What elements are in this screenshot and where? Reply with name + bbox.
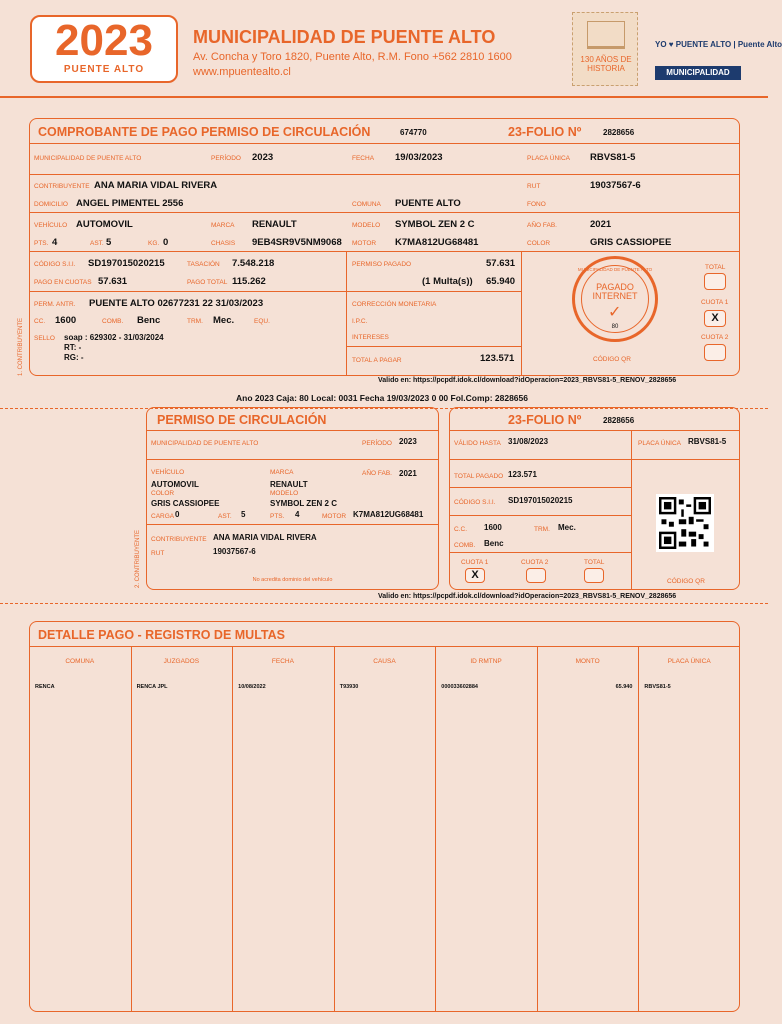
seal-label: SELLO bbox=[34, 335, 55, 342]
kg-value: 0 bbox=[163, 237, 169, 248]
totalb-checkbox[interactable] bbox=[584, 568, 604, 583]
year-text: 2023 bbox=[55, 16, 153, 65]
permit-brand-label: MARCA bbox=[270, 469, 294, 476]
column-divider bbox=[435, 646, 436, 1012]
model-value: SYMBOL ZEN 2 C bbox=[395, 219, 475, 230]
total-to-pay-label: TOTAL A PAGAR bbox=[352, 357, 402, 364]
total-paid-label: TOTAL PAGADO bbox=[454, 473, 504, 480]
date-value: 19/03/2023 bbox=[395, 152, 443, 163]
correction-label: CORRECCIÓN MONETARIA bbox=[352, 301, 437, 308]
cut-line-2 bbox=[0, 603, 768, 604]
permit-year-value: 2021 bbox=[399, 469, 417, 478]
anniversary-text: 130 AÑOS DE HISTORIA bbox=[580, 55, 632, 73]
soap-value: soap : 629302 - 31/03/2024 bbox=[64, 333, 164, 342]
permit-vehicle-value: AUTOMOVIL bbox=[151, 480, 199, 489]
fuel-value: Benc bbox=[137, 315, 161, 326]
divider bbox=[449, 515, 631, 516]
stamp-number: 80 bbox=[611, 324, 619, 330]
qr2-label: CÓDIGO QR bbox=[667, 578, 705, 585]
permit-contributor-value: ANA MARIA VIDAL RIVERA bbox=[213, 533, 317, 542]
column-header: CAUSA bbox=[373, 658, 396, 665]
address-label: DOMICILIO bbox=[34, 201, 68, 208]
prev-permit-value: PUENTE ALTO 02677231 22 31/03/2023 bbox=[89, 298, 264, 309]
permit-model-label: MODELO bbox=[270, 490, 299, 497]
divider bbox=[449, 552, 631, 553]
interest-label: INTERESES bbox=[352, 334, 389, 341]
rut-value: 19037567-6 bbox=[590, 180, 641, 191]
phone-label: FONO bbox=[527, 201, 546, 208]
total-to-pay-value: 123.571 bbox=[480, 353, 515, 364]
model-label: MODELO bbox=[352, 222, 381, 229]
column-header: MONTO bbox=[575, 658, 600, 665]
divider bbox=[29, 646, 740, 647]
divider bbox=[521, 251, 522, 376]
plate-label: PLACA ÚNICA bbox=[527, 155, 570, 162]
fine-cell: 10/08/2022 bbox=[238, 684, 266, 690]
cuota2-label: CUOTA 2 bbox=[701, 334, 729, 341]
folio-label: 23-FOLIO Nº bbox=[508, 125, 582, 139]
permit-rut-label: RUT bbox=[151, 550, 165, 557]
permit-paid-label: PERMISO PAGADO bbox=[352, 261, 412, 268]
column-divider bbox=[232, 646, 233, 1012]
divider bbox=[346, 346, 521, 347]
total-pay-value: 115.262 bbox=[232, 276, 266, 287]
total-paid-value: 123.571 bbox=[508, 470, 537, 479]
validation-url-1: Valido en: https://pcpdf.idok.cl/download?idOperacion=2023_RBVS81-5_RENOV_2828656 bbox=[378, 377, 677, 384]
column-header: PLACA ÚNICA bbox=[667, 658, 711, 665]
divider bbox=[449, 459, 740, 460]
permit-ast-label: AST. bbox=[218, 513, 232, 520]
stamp-main-text: PAGADO INTERNET bbox=[592, 282, 638, 301]
fines-value: 65.940 bbox=[486, 276, 516, 287]
divider bbox=[346, 251, 347, 376]
color-label: COLOR bbox=[527, 240, 551, 247]
qr-label: CÓDIGO QR bbox=[593, 356, 631, 363]
ast-label: AST. bbox=[90, 240, 104, 247]
cuota1b-checkbox[interactable]: X bbox=[465, 568, 485, 583]
permit-brand-value: RENAULT bbox=[270, 480, 308, 489]
total-pay-label: PAGO TOTAL bbox=[187, 279, 228, 286]
valid-until-label: VÁLIDO HASTA bbox=[454, 440, 501, 447]
fuel-label: COMB. bbox=[102, 318, 124, 325]
cuota1b-label: CUOTA 1 bbox=[461, 559, 489, 566]
column-divider bbox=[638, 646, 639, 1012]
permit-load-label: CARGA bbox=[151, 513, 175, 520]
cc2-label: C.C. bbox=[454, 526, 467, 533]
permit-year-label: AÑO FAB. bbox=[362, 470, 392, 477]
cuota2b-label: CUOTA 2 bbox=[521, 559, 549, 566]
comuna-label: COMUNA bbox=[352, 201, 381, 208]
total-checkbox[interactable] bbox=[704, 273, 726, 290]
permit-ast-value: 5 bbox=[241, 510, 246, 519]
divider bbox=[631, 430, 632, 459]
column-header: COMUNA bbox=[65, 658, 95, 665]
comb2-label: COMB. bbox=[454, 542, 476, 549]
permit-rut-value: 19037567-6 bbox=[213, 547, 256, 556]
receipt-title: COMPROBANTE DE PAGO PERMISO DE CIRCULACIÓN bbox=[38, 125, 371, 139]
year-fab-value: 2021 bbox=[590, 219, 612, 230]
municipalidad-badge: MUNICIPALIDAD bbox=[655, 66, 741, 80]
chassis-label: CHASIS bbox=[211, 240, 236, 247]
permit-motor-label: MOTOR bbox=[322, 513, 347, 520]
chassis-value: 9EB4SR9V5NM9068 bbox=[252, 237, 342, 248]
cuota2b-checkbox[interactable] bbox=[526, 568, 546, 583]
permit-motor-value: K7MA812UG68481 bbox=[353, 510, 424, 519]
cc-label: CC. bbox=[34, 318, 46, 325]
sii-code-value: SD197015020215 bbox=[88, 258, 165, 269]
permit-model-value: SYMBOL ZEN 2 C bbox=[270, 499, 337, 508]
motor-label: MOTOR bbox=[352, 240, 377, 247]
divider bbox=[29, 143, 740, 144]
year-fab-label: AÑO FAB. bbox=[527, 222, 557, 229]
plate2-label: PLACA ÚNICA bbox=[638, 440, 681, 447]
contributor-value: ANA MARIA VIDAL RIVERA bbox=[94, 180, 218, 191]
municipality-name: MUNICIPALIDAD DE PUENTE ALTO bbox=[193, 27, 496, 47]
trm2-label: TRM. bbox=[534, 526, 550, 533]
fine-cell: 000033602884 bbox=[441, 684, 478, 690]
plate-value: RBVS81-5 bbox=[590, 152, 636, 163]
header-divider bbox=[0, 96, 768, 98]
plate2-value: RBVS81-5 bbox=[688, 437, 727, 446]
sii2-value: SD197015020215 bbox=[508, 496, 573, 505]
column-header: JUZGADOS bbox=[163, 658, 200, 665]
comb2-value: Benc bbox=[484, 539, 504, 548]
permit-color-value: GRIS CASSIOPEE bbox=[151, 499, 220, 508]
kg-label: KG. bbox=[148, 240, 160, 247]
yo-puente-alto-logo: YO ♥ PUENTE ALTO | Puente Alto bbox=[655, 40, 782, 49]
paid-internet-stamp bbox=[572, 256, 658, 342]
column-divider bbox=[131, 646, 132, 1012]
fine-cell: RENCA JPL bbox=[136, 684, 168, 690]
vehicle-value: AUTOMOVIL bbox=[76, 219, 133, 230]
permit-paid-value: 57.631 bbox=[486, 258, 516, 269]
anniversary-seal bbox=[572, 12, 638, 86]
fine-cell: 65.940 bbox=[615, 684, 633, 690]
totalb-label: TOTAL bbox=[584, 559, 605, 566]
contributor-side-label: 1. CONTRIBUYENTE bbox=[18, 317, 24, 376]
validation-url-2: Valido en: https://pcpdf.idok.cl/download?idOperacion=2023_RBVS81-5_RENOV_2828656 bbox=[378, 593, 677, 600]
ipc-label: I.P.C. bbox=[352, 318, 368, 325]
divider bbox=[29, 251, 740, 252]
fines-detail-section bbox=[29, 621, 740, 1012]
ast-value: 5 bbox=[106, 237, 112, 248]
appraisal-label: TASACIÓN bbox=[187, 261, 220, 268]
cc-value: 1600 bbox=[55, 315, 77, 326]
fine-cell: T93930 bbox=[339, 684, 359, 690]
appraisal-value: 7.548.218 bbox=[232, 258, 275, 269]
permit-vehicle-label: VEHÍCULO bbox=[151, 469, 185, 476]
cuota2-checkbox[interactable] bbox=[704, 344, 726, 361]
cc2-value: 1600 bbox=[484, 523, 502, 532]
folio2-label: 23-FOLIO Nº bbox=[508, 413, 582, 427]
permit-load-value: 0 bbox=[175, 510, 180, 519]
municipality-label: MUNICIPALIDAD DE PUENTE ALTO bbox=[34, 155, 142, 162]
trm2-value: Mec. bbox=[558, 523, 576, 532]
year-subtitle: PUENTE ALTO bbox=[63, 64, 145, 75]
column-header: ID RMTNP bbox=[470, 658, 502, 665]
column-divider bbox=[334, 646, 335, 1012]
brand-label: MARCA bbox=[211, 222, 235, 229]
checkmark-icon: ✓ bbox=[608, 304, 622, 321]
rg-value: RG: - bbox=[64, 353, 84, 362]
divider bbox=[449, 430, 740, 431]
permit-color-label: COLOR bbox=[151, 490, 175, 497]
permit-contributor-label: CONTRIBUYENTE bbox=[151, 536, 207, 543]
prev-permit-label: PERM. ANTR. bbox=[34, 301, 76, 308]
column-header: FECHA bbox=[271, 658, 294, 665]
sii-code-label: CÓDIGO S.I.I. bbox=[34, 261, 76, 268]
municipality-website: www.mpuentealto.cl bbox=[193, 66, 291, 78]
rt-value: RT: - bbox=[64, 343, 82, 352]
divider bbox=[29, 174, 740, 175]
vehicle-label: VEHÍCULO bbox=[34, 222, 68, 229]
fine-cell: RENCA bbox=[35, 684, 55, 690]
brand-value: RENAULT bbox=[252, 219, 297, 230]
cashier-line: Ano 2023 Caja: 80 Local: 0031 Fecha 19/03/2023 0 00 Fol.Comp: 2828656 bbox=[236, 393, 528, 403]
divider bbox=[29, 212, 740, 213]
permit-title: PERMISO DE CIRCULACIÓN bbox=[157, 413, 327, 427]
permit-period-label: PERÍODO bbox=[362, 440, 392, 447]
column-divider bbox=[537, 646, 538, 1012]
folio-number: 2828656 bbox=[603, 128, 635, 137]
period-label: PERÍODO bbox=[211, 155, 241, 162]
comuna-value: PUENTE ALTO bbox=[395, 198, 461, 209]
qr-code bbox=[656, 494, 714, 552]
divider bbox=[146, 459, 439, 460]
folio2-number: 2828656 bbox=[603, 416, 635, 425]
permit-side-label: 2. CONTRIBUYENTE bbox=[135, 529, 141, 588]
total-check-label: TOTAL bbox=[705, 264, 726, 271]
divider bbox=[29, 291, 521, 292]
contributor-label: CONTRIBUYENTE bbox=[34, 183, 90, 190]
permit-muni-label: MUNICIPALIDAD DE PUENTE ALTO bbox=[151, 440, 259, 447]
municipality-address: Av. Concha y Toro 1820, Puente Alto, R.M. Fono +562 2810 1600 bbox=[193, 51, 512, 63]
motor-value: K7MA812UG68481 bbox=[395, 237, 479, 248]
permit-pts-value: 4 bbox=[295, 510, 300, 519]
period-value: 2023 bbox=[252, 152, 274, 163]
transmission-label: TRM. bbox=[187, 318, 203, 325]
permit-note: No acredita dominio del vehículo bbox=[252, 577, 333, 583]
fine-cell: RBVS81-5 bbox=[644, 684, 671, 690]
address-value: ANGEL PIMENTEL 2556 bbox=[76, 198, 184, 209]
fines-title: DETALLE PAGO - REGISTRO DE MULTAS bbox=[38, 628, 285, 642]
transmission-value: Mec. bbox=[213, 315, 235, 326]
color-value: GRIS CASSIOPEE bbox=[590, 237, 672, 248]
pts-label: PTS. bbox=[34, 240, 49, 247]
qr-code-graphic bbox=[659, 497, 711, 549]
cuota1-checkbox[interactable]: X bbox=[704, 310, 726, 327]
receipt-number: 674770 bbox=[400, 128, 427, 137]
equipment-label: EQU. bbox=[254, 318, 270, 325]
stamp-ring-text: MUNICIPALIDAD DE PUENTE ALTO bbox=[577, 267, 653, 272]
permit-pts-label: PTS. bbox=[270, 513, 285, 520]
divider bbox=[146, 430, 439, 431]
divider bbox=[449, 487, 631, 488]
date-label: FECHA bbox=[352, 155, 375, 162]
permit-period-value: 2023 bbox=[399, 437, 417, 446]
installment-label: PAGO EN CUOTAS bbox=[34, 279, 92, 286]
divider bbox=[146, 524, 439, 525]
rut-label: RUT bbox=[527, 183, 541, 190]
valid-until-value: 31/08/2023 bbox=[508, 437, 549, 446]
fines-label: (1 Multa(s)) bbox=[422, 276, 473, 287]
cuota1-label: CUOTA 1 bbox=[701, 299, 729, 306]
divider bbox=[631, 459, 632, 590]
sii2-label: CÓDIGO S.I.I. bbox=[454, 499, 496, 506]
installment-value: 57.631 bbox=[98, 276, 128, 287]
pts-value: 4 bbox=[52, 237, 58, 248]
building-icon bbox=[587, 21, 625, 49]
